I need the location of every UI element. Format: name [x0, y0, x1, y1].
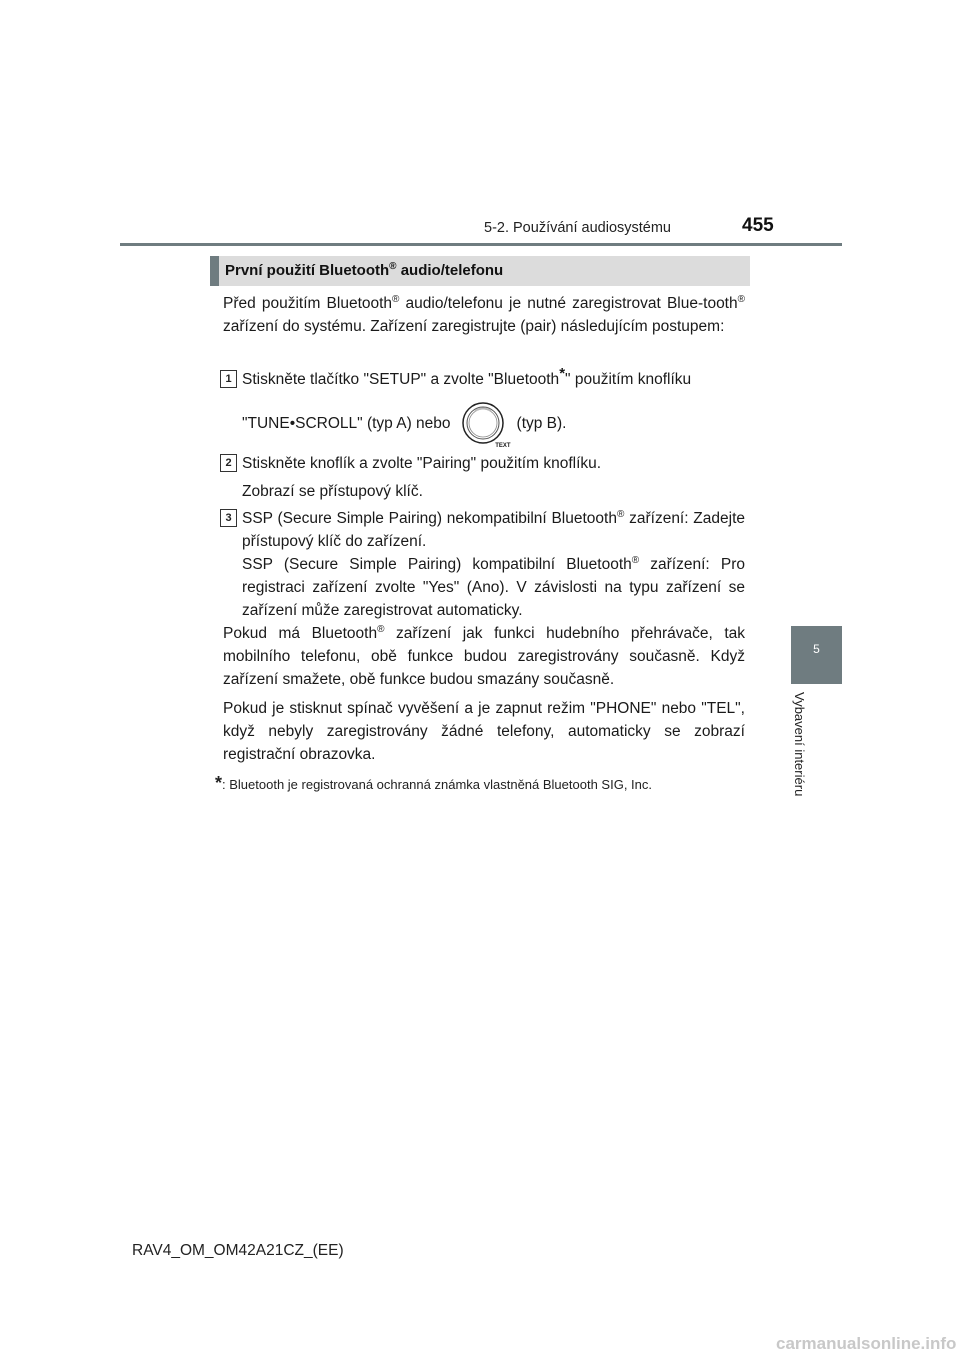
- section-title-text: První použití Bluetooth: [225, 262, 390, 279]
- step-2-text: Stiskněte knoflík a zvolte "Pairing" použitím knoflíku.: [242, 455, 602, 472]
- registered-mark: ®: [389, 261, 397, 272]
- step-1-line-2: [242, 400, 566, 448]
- step-1-text-pre: Stiskněte tlačítko "SETUP" a zvolte "Bluetooth: [242, 371, 560, 388]
- registered-mark: ®: [737, 293, 745, 305]
- step-3-text-b: [242, 553, 745, 622]
- document-code: RAV4_OM_OM42A21CZ_(EE): [132, 1242, 344, 1259]
- step-1-line-2-post: (typ B).: [516, 415, 567, 432]
- step-3-b-post: zařízení: Pro registraci zařízení zvolte "Yes" (Ano). V závislosti na typu zařízení se zařízení může zaregistrovat automaticky.: [242, 556, 745, 619]
- registered-mark: ®: [377, 623, 385, 635]
- section-title: [210, 256, 750, 286]
- step-3-b-pre: SSP (Secure Simple Pairing) kompatibilní Bluetooth: [242, 556, 632, 573]
- header-divider: [120, 243, 842, 246]
- step-3-a-post: zařízení: Zadejte přístupový klíč do zařízení.: [242, 510, 745, 550]
- step-2-number: 2: [220, 454, 237, 472]
- chapter-label: Vybavení interiéru: [792, 692, 807, 797]
- intro-text-3: zařízení do systému. Zařízení zaregistrujte (pair) následujícím postupem:: [223, 318, 725, 335]
- tune-knob-icon: [461, 401, 511, 449]
- step-1-number: 1: [220, 370, 237, 388]
- footnote-text: : Bluetooth je registrovaná ochranná známka vlastněná Bluetooth SIG, Inc.: [222, 777, 652, 792]
- chapter-number: 5: [813, 642, 820, 656]
- step-3-text-a: [242, 507, 745, 553]
- multifunction-paragraph: [223, 622, 745, 691]
- step-1-line-2-pre: "TUNE•SCROLL" (typ A) nebo: [242, 415, 451, 432]
- knob-text-label: TEXT: [495, 443, 511, 449]
- step-2-note: Zobrazí se přístupový klíč.: [242, 483, 423, 500]
- registered-mark: ®: [631, 554, 640, 566]
- intro-paragraph: [223, 292, 745, 338]
- section-title-text-end: audio/telefonu: [396, 262, 504, 279]
- intro-text-2: audio/telefonu je nutné zaregistrovat Blue-tooth: [399, 295, 738, 312]
- step-3-number: 3: [220, 509, 237, 527]
- step-3-a-pre: SSP (Secure Simple Pairing) nekompatibilní Bluetooth: [242, 510, 617, 527]
- footnote-asterisk: *: [215, 773, 223, 793]
- page-number: 455: [742, 215, 774, 236]
- watermark: carmanualsonline.info: [776, 1334, 957, 1353]
- chapter-tab: [791, 626, 842, 684]
- section-breadcrumb: 5-2. Používání audiosystému: [484, 220, 671, 236]
- hook-switch-paragraph: Pokud je stisknut spínač vyvěšení a je zapnut režim "PHONE" nebo "TEL", když nebyly zaregistrovány žádné telefony, automaticky se zobrazí registrační obrazovka.: [223, 700, 745, 763]
- registered-mark: ®: [392, 293, 400, 305]
- multifunction-text-pre: Pokud má Bluetooth: [223, 625, 378, 642]
- asterisk-mark: *: [559, 364, 566, 382]
- step-1-text: [242, 364, 745, 391]
- step-1-text-post: " použitím knoflíku: [565, 371, 692, 388]
- multifunction-text-post: zařízení jak funkci hudebního přehrávače, tak mobilního telefonu, obě funkce budou zaregistrovány současně. Když zařízení smažete, obě funkce budou smazány současně.: [223, 625, 746, 688]
- intro-text-1: Před použitím Bluetooth: [223, 295, 393, 312]
- footnote: [215, 773, 652, 794]
- registered-mark: ®: [616, 508, 625, 520]
